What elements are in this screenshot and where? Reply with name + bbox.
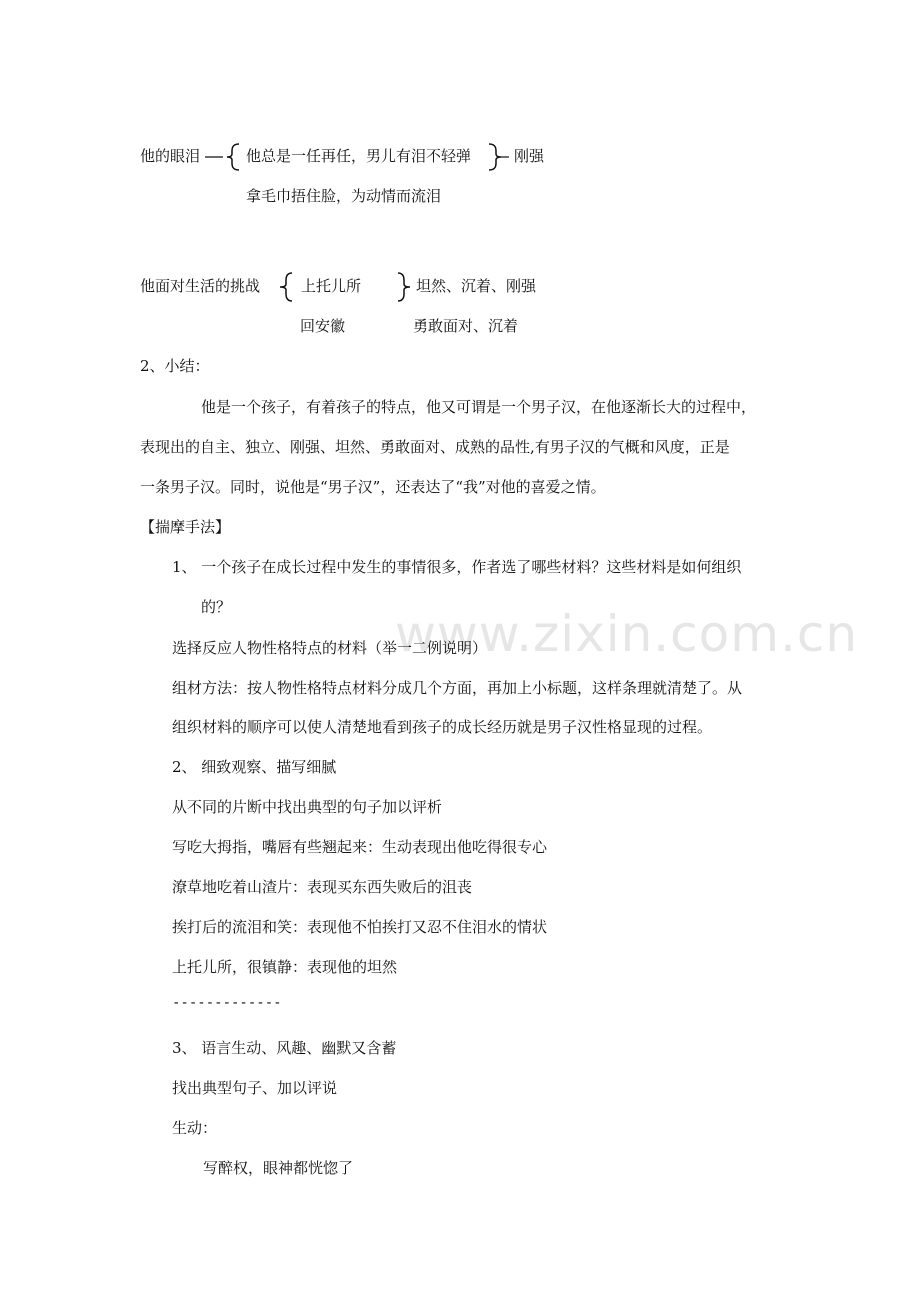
challenge-item-1: 上托儿所 — [301, 277, 362, 295]
question-2: 2、 细致观察、描写细腻 — [172, 758, 337, 776]
answer-2-line-2: 写吃大拇指，嘴唇有些翘起来：生动表现出他吃得很专心 — [172, 838, 548, 856]
challenge-item-2: 回安徽 — [300, 317, 346, 335]
challenge-result-2: 勇敢面对、沉着 — [413, 317, 519, 335]
summary-line-3: 一条男子汉。同时，说他是“男子汉”，还表达了“我”对他的喜爱之情。 — [140, 478, 606, 496]
answer-1-line-2: 组材方法：按人物性格特点材料分成几个方面，再加上小标题，这样条理就清楚了。从 — [172, 679, 743, 697]
answer-1-line-1: 选择反应人物性格特点的材料（举一二例说明） — [172, 639, 488, 657]
answer-3-line-3: 写醉权，眼神都恍惚了 — [203, 1159, 354, 1177]
summary-heading: 2、小结： — [140, 357, 210, 375]
tears-result: 刚强 — [514, 147, 545, 165]
answer-2-line-3: 潦草地吃着山渣片：表现买东西失败后的沮丧 — [172, 878, 473, 896]
summary-line-1: 他是一个孩子，有着孩子的特点，他又可谓是一个男子汉，在他逐渐长大的过程中， — [201, 398, 757, 416]
question-1-line-2: 的？ — [201, 598, 232, 616]
watermark: www.zixin.com.cn — [395, 605, 859, 663]
right-brace-icon — [396, 272, 412, 302]
challenge-label: 他面对生活的挑战 — [140, 277, 261, 295]
answer-3-line-1: 找出典型句子、加以评说 — [172, 1079, 338, 1097]
left-brace-icon — [278, 272, 294, 302]
question-3: 3、 语言生动、风趣、幽默又含蓄 — [172, 1039, 397, 1057]
answer-2-line-1: 从不同的片断中找出典型的句子加以评析 — [172, 798, 443, 816]
tears-label: 他的眼泪 — [140, 147, 201, 165]
left-brace-icon — [205, 143, 243, 171]
tears-line-2: 拿毛巾捂住脸，为动情而流泪 — [246, 187, 442, 205]
right-brace-icon — [487, 143, 511, 171]
answer-1-line-3: 组织材料的顺序可以使人清楚地看到孩子的成长经历就是男子汉性格显现的过程。 — [172, 718, 713, 736]
answer-2-line-4: 挨打后的流泪和笑：表现他不怕挨打又忍不住泪水的情状 — [172, 918, 548, 936]
answer-2-line-5: 上托儿所，很镇静：表现他的坦然 — [172, 958, 398, 976]
answer-3-line-2: 生动： — [172, 1119, 218, 1137]
summary-line-2: 表现出的自主、独立、刚强、坦然、勇敢面对、成熟的品性,有男子汉的气概和风度，正是 — [140, 438, 730, 456]
technique-heading: 【揣摩手法】 — [140, 518, 231, 536]
tears-line-1: 他总是一任再任，男儿有泪不轻弹 — [246, 147, 472, 165]
dash-separator: ------------- — [172, 995, 282, 1011]
question-1-line-1: 1、 一个孩子在成长过程中发生的事情很多，作者选了哪些材料？这些材料是如何组织 — [172, 558, 742, 576]
challenge-result-1: 坦然、沉着、刚强 — [416, 277, 537, 295]
